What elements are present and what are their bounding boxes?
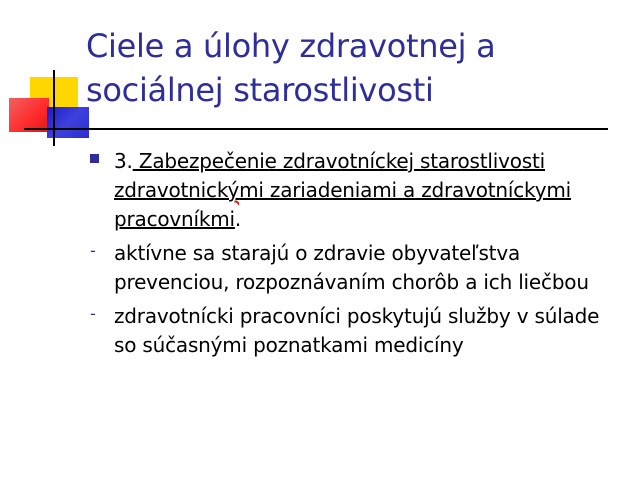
bullet-list [86,147,606,360]
dash-bullet-icon: - [90,241,96,260]
underlined-text-part: mi zariadeniami a zdravotníckymi pracovníkmi [114,178,571,231]
item-prefix: 3. [114,149,133,173]
spellcheck-marked-text: ý [227,178,240,202]
decor-red-square [9,98,49,132]
item-text: zdravotnícki pracovníci poskytujú služby v súlade so súčasnými poznatkami medicíny [114,304,600,357]
title-divider-line [24,128,608,130]
square-bullet-icon [90,154,99,163]
list-item [86,239,606,297]
list-item [86,302,606,360]
dash-bullet-icon: - [90,304,96,323]
slide-title: Ciele a úlohy zdravotnej a sociálnej starostlivosti [86,27,496,109]
underlined-text [114,149,571,231]
underlined-text-part: Zabezpečenie zdravotníckej starostlivosti zdravotnick [114,149,546,202]
decor-vertical-line [53,70,55,146]
item-suffix: . [234,207,242,231]
item-text: aktívne sa starajú o zdravie obyvateľstva prevenciou, rozpoznávaním chorôb a ich liečbou [114,241,589,294]
list-item [86,147,606,234]
